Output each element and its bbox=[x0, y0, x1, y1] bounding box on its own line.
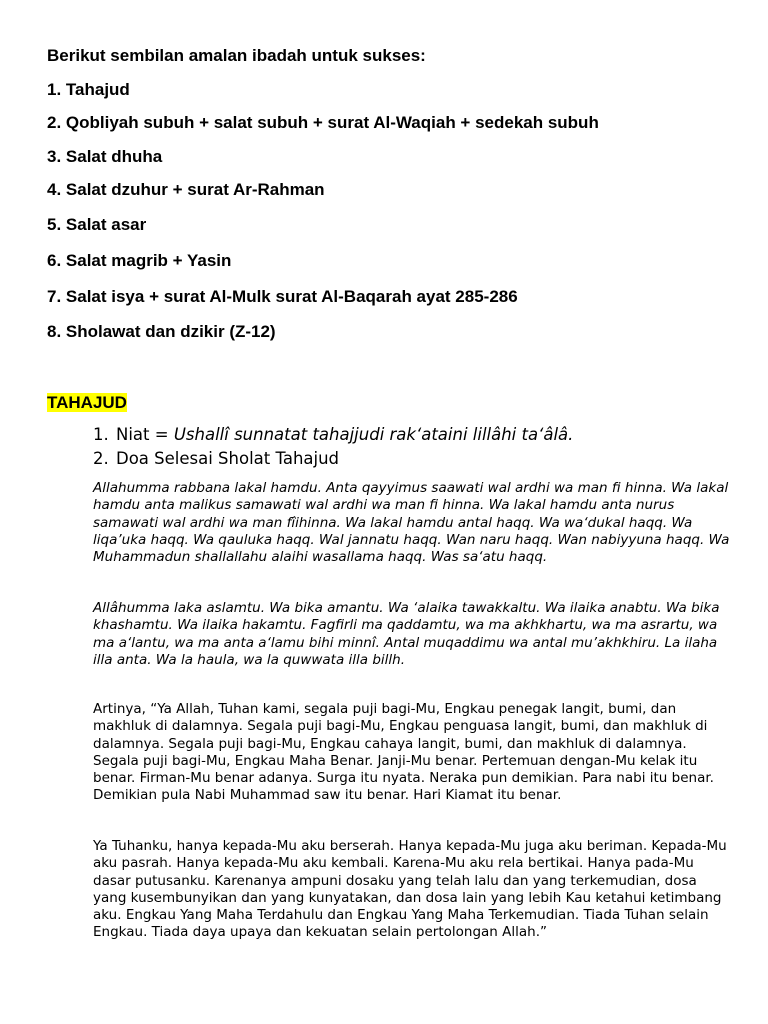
doa-translation-paragraph-1: Artinya, “Ya Allah, Tuhan kami, segala puji bagi-Mu, Engkau penegak langit, bumi, dan makhluk di dalamnya. Segala puji bagi-Mu, Engkau penguasa langit, bumi, dan makhluk di dalamnya. Segala puji bagi-Mu, Engkau cahaya langit, bumi, dan makhluk di dalamnya. Segala puji bagi-Mu, Engkau Maha Benar. Janji-Mu benar. Pertemuan dengan-Mu kelak itu benar. Firman-Mu benar adanya. Surga itu nyata. Neraka pun demikian. Para nabi itu benar. Demikian pula Nabi Muhammad saw itu benar. Hari Kiamat itu benar. bbox=[93, 701, 714, 804]
amalan-item-7: 7. Salat isya + surat Al-Mulk surat Al-Baqarah ayat 285-286 bbox=[47, 287, 518, 306]
niat-text: Ushallî sunnatat tahajjudi rak‘ataini lillâhi ta‘âlâ. bbox=[173, 425, 574, 444]
amalan-item-3: 3. Salat dhuha bbox=[47, 147, 163, 166]
doa-arabic-paragraph-2: Allâhumma laka aslamtu. Wa bika amantu. Wa ‘alaika tawakkaltu. Wa ilaika anabtu. Wa bika khashamtu. Wa ilaika hakamtu. Fagfirli ma qaddamtu, wa ma akhkhartu, wa ma asrartu, wa ma a‘lantu, wa ma anta a‘lamu bihi minnî. Antal muqaddimu wa antal mu’akhkhiru. La ilaha illa anta. Wa la haula, wa la quwwata illa billh. bbox=[93, 600, 720, 668]
amalan-item-8: 8. Sholawat dan dzikir (Z-12) bbox=[47, 322, 276, 341]
step-number: 1. bbox=[93, 425, 109, 444]
amalan-item-4: 4. Salat dzuhur + surat Ar-Rahman bbox=[47, 180, 325, 199]
section-heading-tahajud bbox=[47, 393, 127, 413]
intro-title: Berikut sembilan amalan ibadah untuk sukses: bbox=[47, 46, 426, 65]
amalan-item-5: 5. Salat asar bbox=[47, 215, 147, 234]
step-doa bbox=[93, 449, 339, 469]
step-number: 2. bbox=[93, 449, 109, 468]
amalan-item-1: 1. Tahajud bbox=[47, 80, 130, 99]
step-niat bbox=[93, 425, 573, 445]
step-prefix: Doa Selesai Sholat Tahajud bbox=[116, 449, 340, 468]
highlighted-heading: TAHAJUD bbox=[47, 393, 127, 412]
doa-translation-paragraph-2: Ya Tuhanku, hanya kepada-Mu aku berserah. Hanya kepada-Mu juga aku beriman. Kepada-Mu aku pasrah. Hanya kepada-Mu aku kembali. Karena-Mu aku rela bertikai. Hanya pada-Mu dasar putusanku. Karenanya ampuni dosaku yang telah lalu dan yang terkemudian, dosa yang kusembunyikan dan yang kunyatakan, dan dosa lain yang lebih Kau ketahui ketimbang aku. Engkau Yang Maha Terdahulu dan Engkau Yang Maha Terkemudian. Tiada Tuhan selain Engkau. Tiada daya upaya dan kekuatan selain pertolongan Allah.” bbox=[93, 838, 727, 941]
amalan-item-6: 6. Salat magrib + Yasin bbox=[47, 251, 232, 270]
doa-arabic-paragraph-1: Allahumma rabbana lakal hamdu. Anta qayyimus saawati wal ardhi wa man fi hinna. Wa lakal hamdu anta malikus samawati wal ardhi wa man fi hinna. Wa lakal hamdu anta nurus samawati wal ardhi wa man fîihinna. Wa lakal hamdu antal haqq. Wa wa‘dukal haqq. Wa liqa’uka haqq. Wa qauluka haqq. Wal jannatu haqq. Wan naru haqq. Wan nabiyyuna haqq. Wa Muhammadun shallallahu alaihi wasallama haqq. Was sa‘atu haqq. bbox=[93, 480, 730, 566]
amalan-item-2: 2. Qobliyah subuh + salat subuh + surat Al-Waqiah + sedekah subuh bbox=[47, 113, 599, 132]
step-prefix: Niat = bbox=[116, 425, 174, 444]
